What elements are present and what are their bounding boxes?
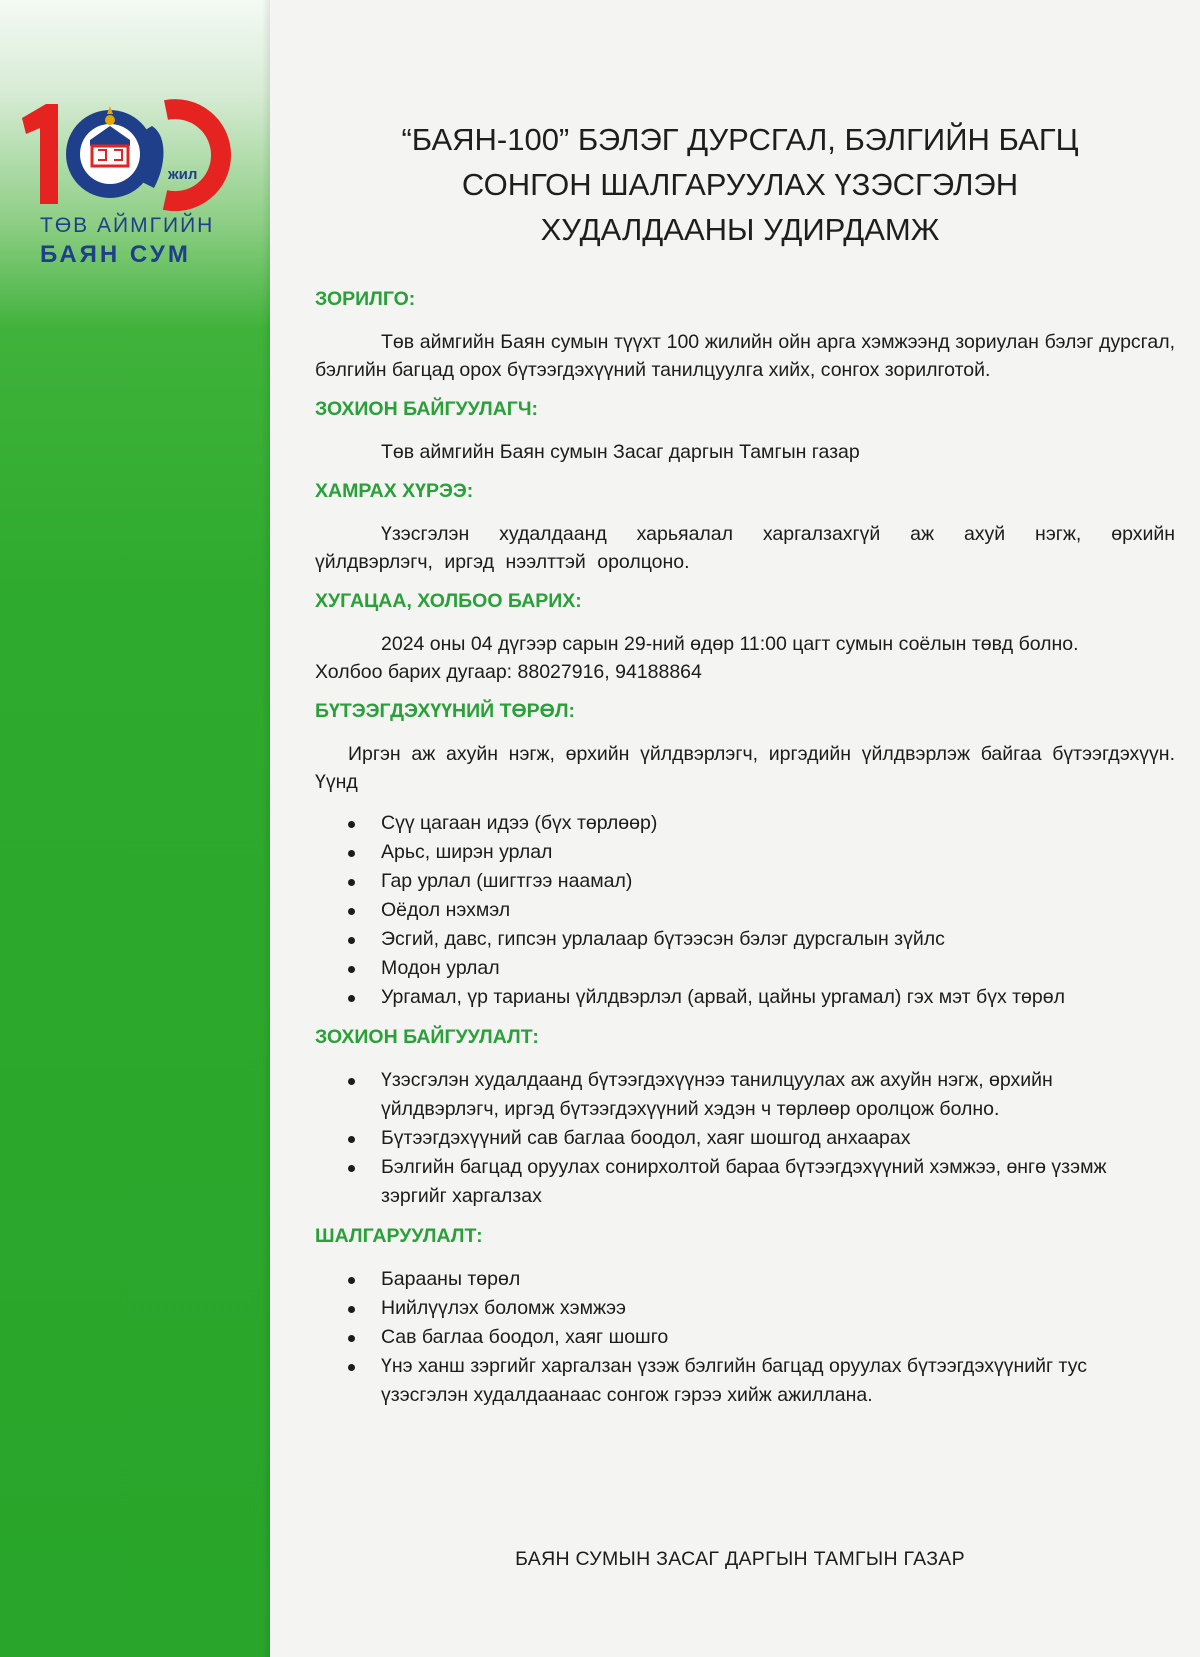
section-text-scope: Үзэсгэлэн худалдаанд харьяалал харгалзахгүй аж ахуй нэгж, өрхийн үйлдвэрлэгч, иргэд нээлттэй оролцоно.	[315, 523, 1175, 573]
logo-caption-aimag: ТӨВ АЙМГИЙН	[40, 214, 215, 237]
section-heading-goal: ЗОРИЛГО:	[315, 288, 416, 310]
list-item: Оёдол нэхмэл	[315, 896, 1175, 925]
list-item: Гар урлал (шигтгээ наамал)	[315, 867, 1175, 896]
section-text-time-contact: Холбоо барих дугаар: 88027916, 94188864	[315, 661, 702, 683]
section-text-organizer: Төв аймгийн Баян сумын Засаг даргын Тамгын газар	[381, 441, 860, 463]
title-line-3: ХУДАЛДААНЫ УДИРДАМЖ	[540, 212, 940, 247]
section-heading-time: ХУГАЦАА, ХОЛБОО БАРИХ:	[315, 590, 582, 612]
document-body	[315, 285, 1175, 1410]
list-item: Арьс, ширэн урлал	[315, 838, 1175, 867]
section-heading-product-types: БҮТЭЭГДЭХҮҮНИЙ ТӨРӨЛ:	[315, 700, 576, 722]
list-item: Сав баглаа боодол, хаяг шошго	[315, 1323, 1175, 1352]
list-item: Бүтээгдэхүүний сав баглаа боодол, хаяг шошгод анхаарах	[315, 1124, 1175, 1153]
selection-list	[315, 1265, 1175, 1410]
list-item: Ургамал, үр тарианы үйлдвэрлэл (арвай, цайны ургамал) гэх мэт бүх төрөл	[315, 983, 1175, 1012]
section-heading-organization: ЗОХИОН БАЙГУУЛАЛТ:	[315, 1026, 539, 1048]
list-item: Барааны төрөл	[315, 1265, 1175, 1294]
title-line-1: “БАЯН-100” БЭЛЭГ ДУРСГАЛ, БЭЛГИЙН БАГЦ	[401, 122, 1079, 157]
title-line-2: СОНГОН ШАЛГАРУУЛАХ ҮЗЭСГЭЛЭН	[461, 167, 1019, 202]
list-item: Модон урлал	[315, 954, 1175, 983]
section-heading-scope: ХАМРАХ ХҮРЭЭ:	[315, 480, 474, 502]
logo-caption-sum: БАЯН СУМ	[40, 241, 191, 268]
section-heading-selection: ШАЛГАРУУЛАЛТ:	[315, 1225, 483, 1247]
list-item: Бэлгийн багцад оруулах сонирхолтой бараа бүтээгдэхүүний хэмжээ, өнгө үзэмж зэргийг харгалзах	[315, 1153, 1175, 1211]
document-title	[300, 117, 1180, 252]
document-footer-signature: БАЯН СУМЫН ЗАСАГ ДАРГЫН ТАМГЫН ГАЗАР	[515, 1548, 965, 1570]
section-text-product-intro: Иргэн аж ахуйн нэгж, өрхийн үйлдвэрлэгч, иргэдийн үйлдвэрлэж байгаа бүтээгдэхүүн. Үүнд	[315, 743, 1175, 793]
section-text-time-date: 2024 оны 04 дүгээр сарын 29-ний өдөр 11:00 цагт сумын соёлын төвд болно.	[381, 633, 1079, 655]
list-item: Нийлүүлэх боломж хэмжээ	[315, 1294, 1175, 1323]
section-text-goal: Төв аймгийн Баян сумын түүхт 100 жилийн ойн арга хэмжээнд зориулан бэлэг дурсгал, бэлгийн багцад орох бүтээгдэхүүний танилцуулга хийх, сонгох зорилготой.	[315, 331, 1175, 381]
organization-list	[315, 1066, 1175, 1211]
list-item: Үнэ ханш зэргийг харгалзан үзэж бэлгийн багцад оруулах бүтээгдэхүүнийг тус үзэсгэлэн худалдаанаас сонгож гэрээ хийж ажиллана.	[315, 1352, 1175, 1410]
list-item: Үзэсгэлэн худалдаанд бүтээгдэхүүнээ танилцуулах аж ахуйн нэгж, өрхийн үйлдвэрлэгч, иргэд бүтээгдэхүүний хэдэн ч төрлөөр оролцож болно.	[315, 1066, 1175, 1124]
product-types-list	[315, 809, 1175, 1012]
logo-suffix: жил	[168, 166, 198, 183]
logo-100-emblem-icon	[18, 96, 232, 216]
list-item: Эсгий, давс, гипсэн урлалаар бүтээсэн бэлэг дурсгалын зүйлс	[315, 925, 1175, 954]
list-item: Сүү цагаан идээ (бүх төрлөөр)	[315, 809, 1175, 838]
section-heading-organizer: ЗОХИОН БАЙГУУЛАГЧ:	[315, 398, 539, 420]
